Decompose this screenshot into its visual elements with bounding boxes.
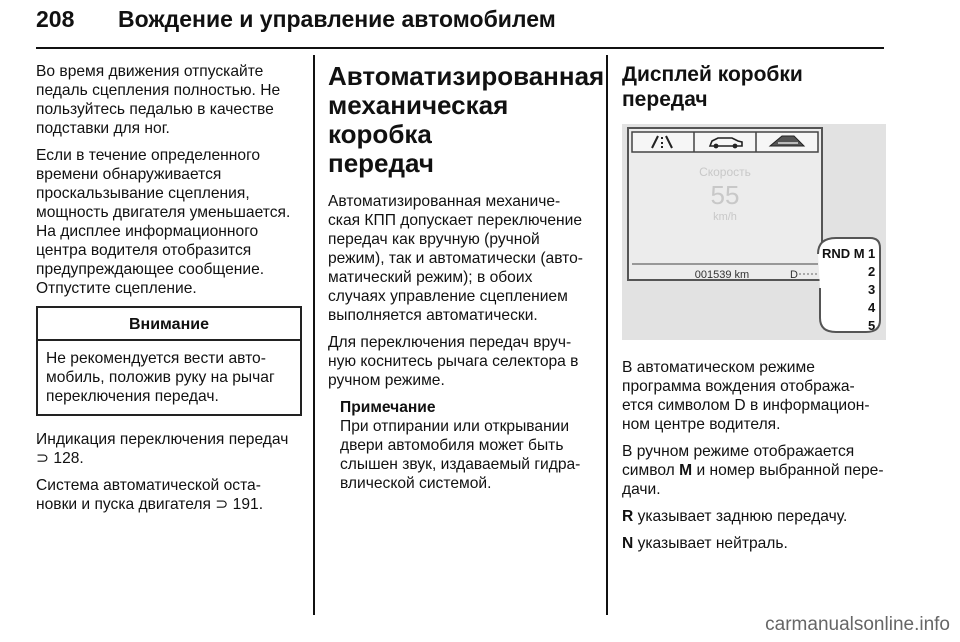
paragraph-neutral <box>622 534 890 553</box>
gear-number: 3 <box>868 282 876 297</box>
note-block <box>328 398 596 493</box>
column-left <box>36 62 302 522</box>
text: и номер выбранной пере- дачи. <box>622 462 884 498</box>
note-body: При отпирании или открывании двери автомобиля может быть слышен звук, издаваемый гидра- влической системой. <box>340 418 581 492</box>
odometer-readout: 001539 km <box>694 269 750 281</box>
paragraph: Во время движения отпускайте педаль сцепления полностью. Не пользуйтесь педалью в качестве подставки для ног. <box>36 63 281 137</box>
gear-number: 2 <box>868 264 876 279</box>
column-divider <box>606 55 608 615</box>
note-title: Примечание <box>340 399 436 416</box>
gear-indicator: D <box>790 269 798 281</box>
paragraph-link[interactable]: Индикация переключения передач ⊃ 128. <box>36 431 289 467</box>
column-right <box>622 62 890 561</box>
column-middle <box>328 61 605 501</box>
page-number: 208 <box>36 6 75 32</box>
warning-box <box>36 306 302 416</box>
speed-unit: km/h <box>713 211 737 223</box>
page-header <box>36 6 886 44</box>
paragraph: В автоматическом режиме программа вождения отобража- ется символом D в информацион- ном центре водителя. <box>622 359 870 433</box>
dashboard-figure <box>622 124 886 340</box>
gear-number: 1 <box>868 246 876 261</box>
speed-value: 55 <box>710 180 740 210</box>
gear-number: 5 <box>868 318 876 333</box>
warning-title: Внимание <box>38 308 300 341</box>
speed-label: Скорость <box>699 165 751 179</box>
section-title: Дисплей коробки передач <box>622 63 803 111</box>
neutral-symbol: N <box>622 535 634 552</box>
header-rule <box>36 47 884 49</box>
paragraph-manual-mode <box>622 442 890 499</box>
paragraph-reverse <box>622 507 890 526</box>
cluster-display-illustration <box>622 124 886 340</box>
section-title: Автоматизированная механическая коробка передач <box>328 61 605 178</box>
watermark: carmanualsonline.info <box>765 614 950 635</box>
mode-symbol: M <box>679 462 693 479</box>
running-title: Вождение и управление автомобилем <box>118 6 556 32</box>
paragraph-link[interactable]: Система автоматической оста- новки и пуска двигателя ⊃ 191. <box>36 477 264 513</box>
paragraph: Для переключения передач вруч- ную коснитесь рычага селектора в ручном режиме. <box>328 334 579 389</box>
gear-number: 4 <box>868 300 876 315</box>
text: указывает заднюю передачу. <box>633 508 848 525</box>
column-divider <box>313 55 315 615</box>
paragraph: Если в течение определенного времени обнаруживается проскальзывание сцепления, мощность двигателя уменьшается. На дисплее информационного центра водителя отобразится предупреждающее сообщение. Отпустите сцепление. <box>36 147 291 297</box>
text: В ручном режиме отображается символ <box>622 443 855 479</box>
paragraph: Автоматизированная механиче- ская КПП допускает переключение передач как вручную (ручной режим), так и автоматически (авто- матический режим); в обоих случаях управление сцеплением выполняется автоматически. <box>328 193 583 324</box>
reverse-symbol: R <box>622 508 634 525</box>
gear-sequence: RND M <box>822 246 865 261</box>
warning-body: Не рекомендуется вести авто- мобиль, положив руку на рычаг переключения передач. <box>46 350 275 405</box>
text: указывает нейтраль. <box>633 535 788 552</box>
